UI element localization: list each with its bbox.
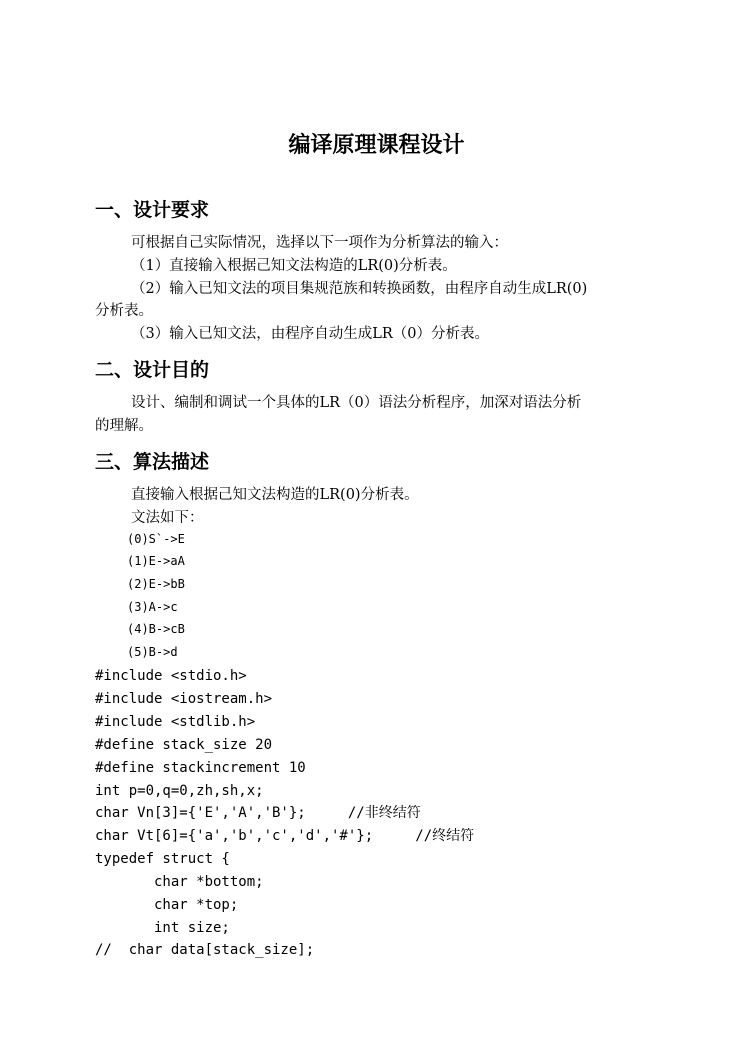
- section-3-line-2: 文法如下：: [131, 510, 204, 526]
- section-1-heading: 一、设计要求: [95, 199, 210, 221]
- section-1-intro: 可根据自己实际情况，选择以下一项作为分析算法的输入：: [131, 235, 508, 251]
- code-line: #define stack_size 20: [95, 737, 273, 753]
- grammar-rule: (3)A->c: [127, 600, 178, 614]
- grammar-rule: (4)B->cB: [127, 622, 185, 636]
- grammar-rule: (2)E->bB: [127, 577, 185, 591]
- code-line: int p=0,q=0,zh,sh,x;: [95, 783, 264, 799]
- section-1-option-2-line-1: （2）输入已知文法的项目集规范族和转换函数，由程序自动生成LR(0): [131, 281, 588, 297]
- grammar-rule: (1)E->aA: [127, 554, 185, 568]
- section-1-option-1: （1）直接输入根据己知文法构造的LR(0)分析表。: [131, 258, 457, 274]
- section-2-line-2: 的理解。: [95, 418, 153, 434]
- section-2-heading: 二、设计目的: [95, 359, 210, 381]
- code-line: #include <stdlib.h>: [95, 714, 256, 730]
- document-title: 编译原理课程设计: [288, 133, 465, 158]
- grammar-rule: (0)S`->E: [127, 532, 185, 546]
- section-3-heading: 三、算法描述: [95, 451, 210, 473]
- section-1-option-2-line-2: 分析表。: [95, 303, 153, 319]
- code-line: char Vt[6]={'a','b','c','d','#'}; //终结符: [95, 828, 475, 844]
- code-line: #include <stdio.h>: [95, 668, 247, 684]
- code-line: #define stackincrement 10: [95, 760, 306, 776]
- code-line: #include <iostream.h>: [95, 691, 273, 707]
- code-line: char *top;: [95, 897, 239, 913]
- code-line: char *bottom;: [95, 874, 264, 890]
- code-line: int size;: [95, 920, 230, 936]
- section-2-line-1: 设计、编制和调试一个具体的LR（0）语法分析程序，加深对语法分析: [131, 395, 582, 411]
- code-line: // char data[stack_size];: [95, 942, 315, 958]
- code-line: char Vn[3]={'E','A','B'}; //非终结符: [95, 805, 421, 821]
- section-1-option-3: （3）输入已知文法，由程序自动生成LR（0）分析表。: [131, 326, 489, 342]
- code-line: typedef struct {: [95, 851, 230, 867]
- section-3-line-1: 直接输入根据己知文法构造的LR(0)分析表。: [131, 487, 419, 503]
- grammar-rule: (5)B->d: [127, 645, 178, 659]
